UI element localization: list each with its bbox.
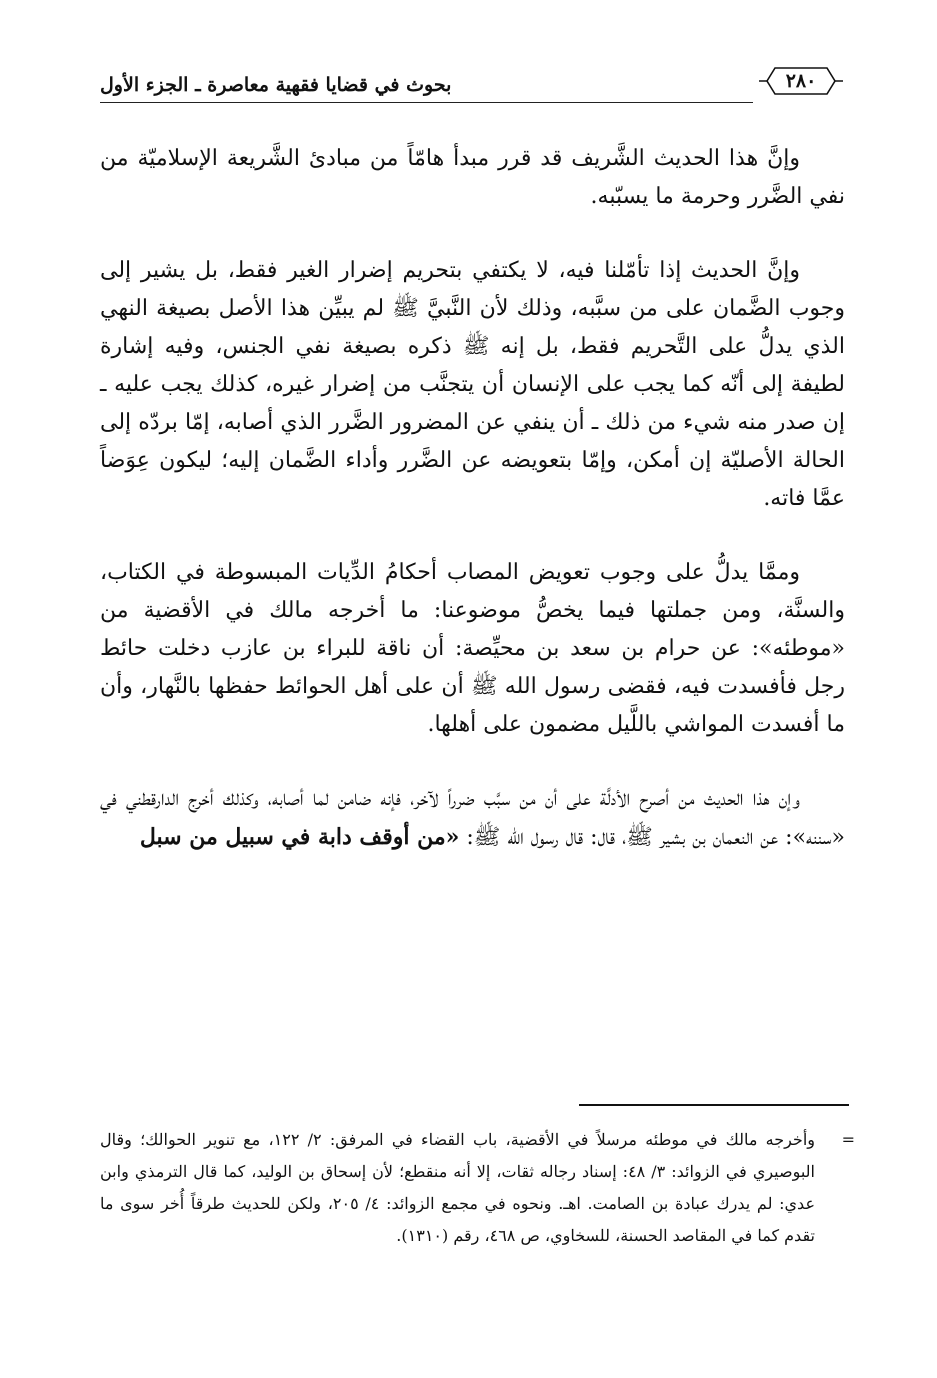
main-text: [100, 140, 845, 857]
hadith-quote: «من أوقف دابة في سبيل من سبل: [139, 824, 460, 850]
footnote-continuation-marker: =: [841, 1130, 855, 1149]
header-rule: [100, 102, 753, 103]
paragraph-4-text: وإن هذا الحديث من أصرح الأدلَّة على أن من سبَّب ضرراً لآخر، فإنه ضامن لما أصابه، وكذلك أخرج الدارقطني في «سننه»: عن النعمان بن بشير ﷺ، قال: قال رسول الله ﷺ:: [100, 786, 845, 850]
footnote-text: وأخرجه مالك في موطئه مرسلاً في الأقضية، باب القضاء في المرفق: ٢/ ١٢٢، مع تنوير الحوالك؛ وقال البوصيري في الزوائد: ٣/ ٤٨: إسناد رجاله ثقات، إلا أنه منقطع؛ لأن إسحاق بن الوليد، كما قال الترمذي وابن عدي: لم يدرك عبادة بن الصامت. اهـ. ونحوه في مجمع الزوائد: ٤/ ٢٠٥، ولكن للحديث طرقاً أُخر سوى ما تقدم كما في المقاصد الحسنة، للسخاوي، ص ٤٦٨، رقم (١٣١٠).: [100, 1130, 816, 1245]
paragraph-2: وإنَّ الحديث إذا تأمّلنا فيه، لا يكتفي بتحريم إضرار الغير فقط، بل يشير إلى وجوب الضَّمان على من سبَّبه، وذلك لأن النَّبيَّ ﷺ لم يبيِّن هذا الأصل بصيغة النهي الذي يدلُّ على التَّحريم فقط، بل إنه ﷺ ذكره بصيغة نفي الجنس، وفيه إشارة لطيفة إلى أنّه كما يجب على الإنسان أن يتجنَّب من إضرار غيره، كذلك يجب عليه ـ إن صدر منه شيء من ذلك ـ أن ينفي عن المضرور الضَّرر الذي أصابه، إمّا بردّه إلى الحالة الأصليّة إن أمكن، وإمّا بتعويضه عن الضَّرر وأداء الضَّمان إليه؛ ليكون عِوَضاً عمَّا فاته.: [100, 258, 845, 511]
footnote: [100, 1124, 855, 1252]
page-number-text: ٢٨٠: [785, 70, 817, 92]
running-title: بحوث في قضايا فقهية معاصرة ـ الجزء الأول: [100, 74, 452, 96]
page-number: [757, 64, 845, 98]
page-header: [100, 62, 845, 106]
paragraph-3: وممَّا يدلُّ على وجوب تعويض المصاب أحكامُ الدِّيات المبسوطة في الكتاب، والسنَّة، ومن جملتها فيما يخصُّ موضوعنا: ما أخرجه مالك في الأقضية من «موطئه»: عن حرام بن سعد بن محيِّصة: أن ناقة للبراء بن عازب دخلت حائط رجل فأفسدت فيه، فقضى رسول الله ﷺ أن على أهل الحوائط حفظها بالنَّهار، وأن ما أفسدت المواشي باللَّيل مضمون على أهلها.: [100, 560, 845, 737]
footnote-rule: [579, 1104, 849, 1106]
paragraph-4: [100, 780, 845, 857]
paragraph-1: وإنَّ هذا الحديث الشَّريف قد قرر مبدأ هامّاً من مبادئ الشَّريعة الإسلاميّة من نفي الضَّرر وحرمة ما يسبّبه.: [100, 146, 845, 209]
